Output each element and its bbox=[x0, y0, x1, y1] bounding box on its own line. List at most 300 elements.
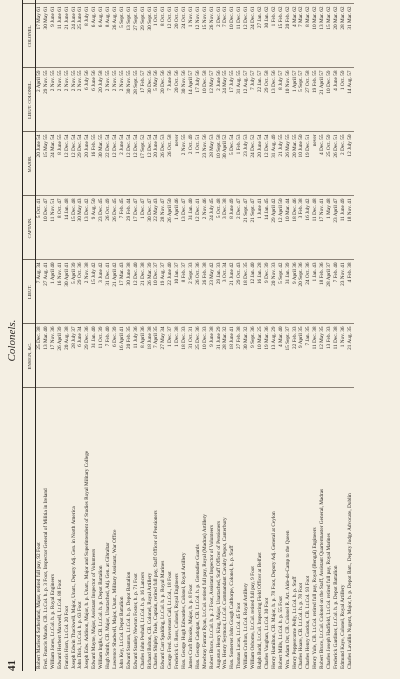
colonel-date: 10 Dec. 61 bbox=[229, 4, 236, 68]
table-row bbox=[77, 0, 84, 671]
officers-table bbox=[22, 0, 354, 671]
half-pay-date bbox=[216, 0, 223, 4]
colonel-date: 11 Dec. 61 bbox=[236, 4, 243, 68]
officer-name: Henry Hamilton, CB. Major, h. p. 78 Foot, Deputy Adj. General at Ceylon bbox=[270, 511, 277, 669]
lieutenant-date: 22 June 40 bbox=[167, 260, 174, 324]
colonel-date: 15 Nov. 61 bbox=[202, 4, 209, 68]
half-pay-date bbox=[174, 0, 181, 4]
ensign-date: 17 Nov. 36 bbox=[50, 324, 57, 388]
captain-date: 14 Jan. 48 bbox=[64, 196, 71, 260]
ensign-date: 11 Dec. 38 bbox=[312, 324, 319, 388]
table-row bbox=[278, 0, 285, 671]
major-date: 2 June 54 bbox=[119, 132, 126, 196]
captain-date: 17 Dec. 47 bbox=[133, 196, 140, 260]
colonel-date: 8 Mar. 62 bbox=[305, 4, 312, 68]
colonel-date: 12 Nov. 61 bbox=[195, 4, 202, 68]
officer-name: William Crofton, Lt.Col. Royal Artillery bbox=[243, 583, 250, 669]
major-date: 12 Dec. 54 bbox=[147, 132, 154, 196]
colonel-date: 26 Nov. 61 bbox=[209, 4, 216, 68]
lieutenant-date: 21 June 42 bbox=[229, 260, 236, 324]
table-row bbox=[216, 0, 223, 671]
colonel-date: 8 July 61 bbox=[84, 4, 91, 68]
half-pay-date bbox=[326, 0, 333, 4]
colonel-date: 5 Sept. 61 bbox=[119, 4, 126, 68]
colonel-date: 31 Mar. 62 bbox=[347, 4, 354, 68]
major-date: 22 Dec. 54 bbox=[105, 132, 112, 196]
table-row bbox=[347, 0, 354, 671]
ensign-date: 11 Oct. 39 bbox=[98, 324, 105, 388]
table-row bbox=[147, 0, 154, 671]
table-row bbox=[57, 0, 64, 671]
officer-name: Henry Yule, CB. Lt.Col. retired full pay, Royal (Bengal) Engineers bbox=[312, 527, 319, 669]
ensign-date: 21 Aug. 35 bbox=[347, 324, 354, 388]
colonel-date: 30 Sept. 61 bbox=[147, 4, 154, 68]
half-pay-date bbox=[77, 0, 84, 4]
captain-date: 26 Oct. 49 bbox=[105, 196, 112, 260]
ensign-date: 9 June 38 bbox=[209, 324, 216, 388]
officer-name: Henry Peppercorne Pelly, Lt.Col. h. p. Staff bbox=[291, 576, 298, 669]
column-header-captain: CAPTAIN. bbox=[23, 196, 36, 260]
lieutenant-date: 10 Jan. 37 bbox=[174, 260, 181, 324]
lieut-colonel-date: 4 June 58 bbox=[333, 68, 340, 132]
major-date: 26 Dec. 53 bbox=[160, 132, 167, 196]
lieut-colonel-date: 14 April 57 bbox=[188, 68, 195, 132]
officer-name: Charles Lavallin Nugent, Major, h. p. Depot Batt., Deputy Judge Advocate, Dublin bbox=[346, 493, 353, 669]
lieutenant-date: 16 Jan. 28 bbox=[257, 260, 264, 324]
officer-name: Edward Carr Spalding, Lt.Col. h. p. Royal Marines bbox=[160, 560, 167, 669]
lieut-colonel-date: 2 Nov. 55 bbox=[64, 68, 71, 132]
major-date: 12 Dec. 54 bbox=[71, 132, 78, 196]
lieut-colonel-date: 2 Nov. 55 bbox=[77, 68, 84, 132]
lieutenant-date: 3 June 42 bbox=[98, 260, 105, 324]
lieutenant-date: 23 May 42 bbox=[209, 260, 216, 324]
ensign-date: 15 Sept. 37 bbox=[285, 324, 292, 388]
half-pay-date bbox=[195, 0, 202, 4]
major-date: 20 June 54 bbox=[84, 132, 91, 196]
lieut-colonel-date: 8 July 57 bbox=[278, 68, 285, 132]
major-date: 15 May 55 bbox=[43, 132, 50, 196]
lieutenant-date: 2 Sept. 33 bbox=[188, 260, 195, 324]
lieut-colonel-date: 5 Sept. 57 bbox=[298, 68, 305, 132]
lieutenant-date: 23 Nov. 41 bbox=[340, 260, 347, 324]
officer-name: Wm. Henry Seymour, Lt.Col. Commandant Cavalry Depot, Canterbury bbox=[222, 517, 229, 669]
lieut-colonel-date: 27 Oct. 58 bbox=[305, 68, 312, 132]
ensign-date: 8 April 36 bbox=[140, 324, 147, 388]
half-pay-date bbox=[84, 0, 91, 4]
ensign-date: 27 Feb. 38 bbox=[236, 324, 243, 388]
officer-name: Hon. George Hugh Edwardes, Colonel, Royal Artillery bbox=[181, 552, 188, 669]
lieutenant-date: 10 Dec. 37 bbox=[153, 260, 160, 324]
lieut-colonel-date: 13 Dec. 56 bbox=[271, 68, 278, 132]
ensign-date: 13 Feb. 33 bbox=[326, 324, 333, 388]
captain-date: 21 Sept. 47 bbox=[250, 196, 257, 260]
major-date: 28 May 53 bbox=[209, 132, 216, 196]
half-pay-date bbox=[271, 0, 278, 4]
captain-date: 8 June 49 bbox=[229, 196, 236, 260]
ensign-date: 1 Dec. 38 bbox=[174, 324, 181, 388]
colonel-date: 11 June 61 bbox=[57, 4, 64, 68]
lieutenant-date: 21 Dec. 38 bbox=[140, 260, 147, 324]
captain-date: 30 Dec. 47 bbox=[147, 196, 154, 260]
officer-name: Lawrence Shadwell, Major, Unatt., Military Assistant, War Office bbox=[111, 529, 118, 669]
officer-name: William Inglis, CB. Lt.Col. h. p. Depot Battalion bbox=[98, 565, 105, 669]
colonel-date: 8 Oct. 61 bbox=[160, 4, 167, 68]
captain-date: 29 April 42 bbox=[271, 196, 278, 260]
officer-name: Francis Horn, Lt.Col. 20 Foot bbox=[63, 605, 70, 669]
lieutenant-date: 26 Oct. 36 bbox=[195, 260, 202, 324]
colonel-date: 24 Dec. 61 bbox=[250, 4, 257, 68]
half-pay-date bbox=[153, 0, 160, 4]
colonel-date: 21 June 61 bbox=[64, 4, 71, 68]
officer-name: Joseph Edwin Thackwell, Major, Unatt., Deputy Adj. Gen. in North America bbox=[70, 506, 77, 669]
captain-date: 10 Dec. 47 bbox=[43, 196, 50, 260]
half-pay-date bbox=[264, 0, 271, 4]
ensign-date: 20 Feb. 35 bbox=[126, 324, 133, 388]
officer-name: James Croft Brooke, Major, h. p. 8 Foot bbox=[187, 584, 194, 669]
table-body bbox=[36, 0, 354, 671]
officer-name: Frederick G. Ross, Colonel, Royal Engineers bbox=[174, 573, 181, 669]
ensign-date: 6 June 34 bbox=[77, 324, 84, 388]
lieut-colonel-date: 7 June 56 bbox=[167, 68, 174, 132]
captain-date: 1 May 48 bbox=[326, 196, 333, 260]
colonel-date: 27 Sept. 61 bbox=[133, 4, 140, 68]
table-row bbox=[229, 0, 236, 671]
major-date: 12 Dec. 54 bbox=[133, 132, 140, 196]
colonel-date: 12 Oct. 61 bbox=[167, 4, 174, 68]
lieut-colonel-date: 7 July 57 bbox=[250, 68, 257, 132]
lieut-colonel-date: 1 April 57 bbox=[292, 68, 299, 132]
captain-date: 3 Dec. 38 bbox=[222, 196, 229, 260]
captain-date: 1 Dec. 47 bbox=[140, 196, 147, 260]
major-date: 12 Dec. 54 bbox=[112, 132, 119, 196]
lieut-colonel-date: 31 Aug. 55 bbox=[236, 68, 243, 132]
colonel-date: 25 June 61 bbox=[77, 4, 84, 68]
captain-date: 22 May 43 bbox=[153, 196, 160, 260]
major-date: 20 June 54 bbox=[36, 132, 43, 196]
lieutenant-date: 19 Aug. 37 bbox=[160, 260, 167, 324]
table-row bbox=[119, 0, 126, 671]
lieutenant-date: 8 Feb. 37 bbox=[181, 260, 188, 324]
table-row bbox=[50, 0, 57, 671]
half-pay-date bbox=[333, 0, 340, 4]
lieut-colonel-date: 20 Dec. 56 bbox=[160, 68, 167, 132]
table-row bbox=[181, 0, 188, 671]
lieutenant-date: 15 July 42 bbox=[91, 260, 98, 324]
half-pay-date bbox=[209, 0, 216, 4]
officer-name: Mowbray Farrant Ryan, Lt.Col. retired full pay, Royal (Madras) Artillery bbox=[201, 514, 208, 669]
lieut-colonel-date: 22 Jan. 57 bbox=[257, 68, 264, 132]
half-pay-date bbox=[43, 0, 50, 4]
ensign-date: 7 Jan. 35 bbox=[305, 324, 312, 388]
ensign-date: 1 Dec. 37 bbox=[167, 324, 174, 388]
lieutenant-date: 24 Oct. 36 bbox=[305, 260, 312, 324]
lieut-colonel-date: 10 Dec. 58 bbox=[202, 68, 209, 132]
ensign-date: 9 Sept. 36 bbox=[250, 324, 257, 388]
captain-date: 5 Oct. 48 bbox=[216, 196, 223, 260]
ensign-date: 10 Dec. 33 bbox=[202, 324, 209, 388]
half-pay-date bbox=[229, 0, 236, 4]
table-row bbox=[305, 0, 312, 671]
table-row bbox=[298, 0, 305, 671]
ensign-date: 4 Mar. 40 bbox=[278, 324, 285, 388]
table-row bbox=[36, 0, 43, 671]
major-date: 26 May 55 bbox=[285, 132, 292, 196]
half-pay-date bbox=[305, 0, 312, 4]
major-date: 12 Dec. 54 bbox=[264, 132, 271, 196]
lieut-colonel-date: 2 Nov. 55 bbox=[71, 68, 78, 132]
lieut-colonel-date: 2 Nov. 55 bbox=[119, 68, 126, 132]
major-date: 1 Oct. 51 bbox=[195, 132, 202, 196]
colonel-date: 9 June 61 bbox=[50, 4, 57, 68]
major-date: 21 July 55 bbox=[278, 132, 285, 196]
major-date: 19 Dec. 51 bbox=[305, 132, 312, 196]
lieut-colonel-date: 6 July 56 bbox=[84, 68, 91, 132]
major-date: 30 Mar. 55 bbox=[98, 132, 105, 196]
table-row bbox=[126, 0, 133, 671]
half-pay-date bbox=[243, 0, 250, 4]
half-pay-date bbox=[257, 0, 264, 4]
captain-date: 13 Dec. 47 bbox=[181, 196, 188, 260]
lieutenant-date: 9 April 36 bbox=[292, 260, 299, 324]
captain-date: 24 July 45 bbox=[209, 196, 216, 260]
column-header-colonel: COLONEL. bbox=[23, 4, 36, 68]
ensign-date: 1 Nov. 36 bbox=[340, 324, 347, 388]
half-pay-date bbox=[147, 0, 154, 4]
lieut-colonel-date: 10 Dec. 59 bbox=[326, 68, 333, 132]
officer-name: Hon. George Cadogan, CB. Lt.Col. h. p. Grenadier Guards bbox=[194, 544, 201, 669]
half-pay-date bbox=[347, 0, 354, 4]
ensign-date: 26 April 39 bbox=[57, 324, 64, 388]
lieut-colonel-date: 21 April 57 bbox=[319, 68, 326, 132]
officer-name: Charles Hoare, CB. Lt.Col. h. p. 78 Foot bbox=[298, 582, 305, 669]
captain-date: 18 Dec. 46 bbox=[292, 196, 299, 260]
captain-date: 13 Dec. 42 bbox=[84, 196, 91, 260]
lieut-colonel-date: 28 Sept. 55 bbox=[133, 68, 140, 132]
table-row bbox=[312, 0, 319, 671]
table-row bbox=[319, 0, 326, 671]
officer-name: William Osborne, Lt.Col. retired full pay, 9 Foot bbox=[250, 566, 257, 669]
table-row bbox=[236, 0, 243, 671]
major-date: 2 Oct. 49 bbox=[188, 132, 195, 196]
officer-name: Hon. Somerset John Gough Calthorpe, Colonel, h. p. Staff bbox=[229, 545, 236, 669]
page-number: 41 bbox=[6, 660, 18, 671]
lieut-colonel-date: 29 Nov. 55 bbox=[43, 68, 50, 132]
table-row bbox=[257, 0, 264, 671]
half-pay-date bbox=[98, 0, 105, 4]
lieut-colonel-date: 2 Nov. 55 bbox=[57, 68, 64, 132]
ensign-date: 12 May 35 bbox=[319, 324, 326, 388]
officer-name: Fred. Francis Maude, CB. Lt.Col. h. p. 3 Foot, Inspector General of Militia in Ireland bbox=[42, 488, 49, 669]
running-head bbox=[6, 10, 22, 671]
captain-date: 30 May 43 bbox=[77, 196, 84, 260]
lieutenant-date: 1 April 40 bbox=[50, 260, 57, 324]
ensign-date: 31 June 29 bbox=[216, 324, 223, 388]
lieut-colonel-date: 20 July 58 bbox=[98, 68, 105, 132]
half-pay-date bbox=[222, 0, 229, 4]
colonel-date: 1 Oct. 61 bbox=[153, 4, 160, 68]
major-date: 5 Dec. 54 bbox=[229, 132, 236, 196]
table-header-row bbox=[23, 0, 36, 671]
lieutenant-date: 20 Nov. 33 bbox=[271, 260, 278, 324]
major-date: 26 Dec. 51 bbox=[333, 132, 340, 196]
lieutenant-date: 26 Mar. 39 bbox=[147, 260, 154, 324]
captain-date: 12 April 50 bbox=[278, 196, 285, 260]
lieut-colonel-date: 30 Nov. 55 bbox=[126, 68, 133, 132]
table-row bbox=[326, 0, 333, 671]
officer-name: George Fred. Stevenson Call, Lt.Col., 18 Foot bbox=[167, 571, 174, 669]
lieutenant-date: 3 Oct. 34 bbox=[222, 260, 229, 324]
captain-date: 11 Nov. 51 bbox=[50, 196, 57, 260]
officer-name: William Jones, Lt.Col. h. p. Royal Engineers bbox=[49, 574, 56, 669]
table-row bbox=[271, 0, 278, 671]
officer-name: Hugh Smith, CB. Major, Unattached, Adj. Gen. at Gibraltar bbox=[105, 542, 112, 669]
ensign-date: 13 Aug. 29 bbox=[271, 324, 278, 388]
officer-name: Charles Vaughan, Lt.Col. 30 Foot bbox=[263, 597, 270, 669]
lieutenant-date: 29 Jan. 33 bbox=[216, 260, 223, 324]
major-date: 23 Nov. 56 bbox=[202, 132, 209, 196]
lieutenant-date: 1 Jan. 43 bbox=[312, 260, 319, 324]
half-pay-date bbox=[36, 0, 43, 4]
captain-date: 8 Oct. 47 bbox=[57, 196, 64, 260]
lieut-colonel-date: 2 Nov. 55 bbox=[50, 68, 57, 132]
ensign-date: 31 Oct. 31 bbox=[188, 324, 195, 388]
colonel-date: 1 Feb. 62 bbox=[271, 4, 278, 68]
ensign-date: 25 Dec. 38 bbox=[36, 324, 43, 388]
half-pay-date bbox=[167, 0, 174, 4]
lieut-colonel-date: 24 May 55 bbox=[222, 68, 229, 132]
officer-name: Robert Bruce, Lt.Col. Colonel on the Staff, Assistant Quartermaster General, Madras bbox=[319, 488, 326, 669]
half-pay-date bbox=[181, 0, 188, 4]
lieutenant-date: 26 Feb. 38 bbox=[202, 260, 209, 324]
lieutenant-date: 27 Aug. 41 bbox=[43, 260, 50, 324]
major-date: never bbox=[312, 132, 319, 196]
ensign-date: 25 Dec. 36 bbox=[195, 324, 202, 388]
table-row bbox=[43, 0, 50, 671]
major-date: 8 June 55 bbox=[57, 132, 64, 196]
lieutenant-date: 16 Nov. 41 bbox=[57, 260, 64, 324]
officer-name: John Dick, Lt.Col. h. p. 63 Foot bbox=[77, 601, 84, 669]
major-date: 24 Dec. 52 bbox=[250, 132, 257, 196]
officer-name: Charles Henry Gordon, CB. Lt.Col. 93 Foot bbox=[305, 575, 312, 669]
lieut-colonel-date: 5 May 56 bbox=[153, 68, 160, 132]
captain-date: 9 Aug. 50 bbox=[91, 196, 98, 260]
colonel-date: 24 Oct. 61 bbox=[181, 4, 188, 68]
ensign-date: 16 April 41 bbox=[119, 324, 126, 388]
lieutenant-date: 4 Feb. 38 bbox=[347, 260, 354, 324]
colonel-date: 13 Sept. 61 bbox=[126, 4, 133, 68]
lieutenant-date: 2 Nov. 38 bbox=[84, 260, 91, 324]
lieut-colonel-date: 30 Nov. 56 bbox=[181, 68, 188, 132]
major-date: 20 June 54 bbox=[153, 132, 160, 196]
table-row bbox=[202, 0, 209, 671]
colonel-date: 8 Aug. 61 bbox=[105, 4, 112, 68]
ensign-date: 30 Mar. 32 bbox=[243, 324, 250, 388]
lieutenant-date: 31 Dec. 41 bbox=[105, 260, 112, 324]
lieutenant-date: 28 April 37 bbox=[326, 260, 333, 324]
colonel-date: 2 Dec. 61 bbox=[216, 4, 223, 68]
table-row bbox=[140, 0, 147, 671]
officer-name: Joseph Edw. Addison, Major, h. p. Unatt., Major and Superintendent of Studies Royal Military College bbox=[84, 450, 91, 669]
colonel-date: 1 Nov. 61 bbox=[188, 4, 195, 68]
ensign-date: 10 Mar. 25 bbox=[257, 324, 264, 388]
captain-date: 11 Dec. 48 bbox=[312, 196, 319, 260]
officer-name: Edward Stanton, Lt.Col. h. p. Depot Battalion bbox=[125, 571, 132, 669]
ensign-date: 18 June 38 bbox=[147, 324, 154, 388]
colonel-date: 20 Feb. 62 bbox=[285, 4, 292, 68]
colonel-date: 10 Mar. 62 bbox=[312, 4, 319, 68]
major-date: 2 Nov. 55 bbox=[181, 132, 188, 196]
table-row bbox=[250, 0, 257, 671]
colonel-date: 20 Oct. 61 bbox=[174, 4, 181, 68]
lieutenant-date: 12 Jan. 40 bbox=[250, 260, 257, 324]
officer-name: Edward Mayne, Major, Assistant Inspector of Volunteers bbox=[91, 548, 98, 669]
half-pay-date bbox=[285, 0, 292, 4]
half-pay-date bbox=[236, 0, 243, 4]
officer-name: Edward Stanley Newton Foster, h. p. 71 Foot bbox=[132, 573, 139, 669]
lieutenant-date: 17 Mar. 43 bbox=[119, 260, 126, 324]
half-pay-date bbox=[319, 0, 326, 4]
half-pay-date bbox=[160, 0, 167, 4]
table-row bbox=[133, 0, 140, 671]
captain-date: 17 Nov. 41 bbox=[319, 196, 326, 260]
major-date: 20 June 54 bbox=[257, 132, 264, 196]
colonel-date: 28 Mar. 62 bbox=[340, 4, 347, 68]
column-header-ensign: ENSIGN, &C. bbox=[23, 324, 36, 388]
ensign-date: 29 Dec. 36 bbox=[84, 324, 91, 388]
table-row bbox=[188, 0, 195, 671]
ensign-date: 7 Feb. 40 bbox=[105, 324, 112, 388]
half-pay-date bbox=[119, 0, 126, 4]
colonel-date: 29 Sept. 61 bbox=[140, 4, 147, 68]
column-header-half-pay bbox=[23, 0, 36, 4]
colonel-date: 15 Mar. 62 bbox=[326, 4, 333, 68]
lieut-colonel-date: 2 Nov. 55 bbox=[112, 68, 119, 132]
half-pay-date bbox=[140, 0, 147, 4]
lieutenant-date: 31 Jan. 39 bbox=[285, 260, 292, 324]
major-date: 31 Aug. 49 bbox=[271, 132, 278, 196]
half-pay-date bbox=[250, 0, 257, 4]
column-header-major: MAJOR. bbox=[23, 132, 36, 196]
colonel-date: 12 Dec. 61 bbox=[243, 4, 250, 68]
lieut-colonel-date: 12 Aug. 57 bbox=[243, 68, 250, 132]
ensign-date: 28 Mar. 32 bbox=[222, 324, 229, 388]
lieut-colonel-date: 10 Nov. 56 bbox=[285, 68, 292, 132]
table-row bbox=[84, 0, 91, 671]
lieutenant-date: 7 Feb. 40 bbox=[333, 260, 340, 324]
ensign-date: 9 April 35 bbox=[298, 324, 305, 388]
officer-name: Edward Herbert Maxwell, Lt.Col. 88 Foot bbox=[56, 579, 63, 669]
half-pay-date bbox=[278, 0, 285, 4]
captain-date: 12 Dec. 41 bbox=[195, 196, 202, 260]
captain-date: 21 Sept. 47 bbox=[243, 196, 250, 260]
captain-date: 28 Nov. 47 bbox=[160, 196, 167, 260]
table-row bbox=[71, 0, 78, 671]
colonel-date: 15 Feb. 62 bbox=[278, 4, 285, 68]
column-header-name bbox=[23, 388, 36, 671]
table-row bbox=[264, 0, 271, 671]
major-date: 26 Oct. 58 bbox=[167, 132, 174, 196]
major-date: 30 April 52 bbox=[222, 132, 229, 196]
major-date: 17 Sept. 52 bbox=[140, 132, 147, 196]
colonel-date: 7 Dec. 61 bbox=[222, 4, 229, 68]
major-date: 23 July 53 bbox=[243, 132, 250, 196]
ensign-date: 7 April 35 bbox=[153, 324, 160, 388]
captain-date: 18 Nov. 41 bbox=[347, 196, 354, 260]
officer-name: Charles Shipley Teale, Captain, retired full pay, Staff Officer of Pensioners bbox=[153, 510, 160, 669]
lieutenant-date: 18 Dec. 35 bbox=[243, 260, 250, 324]
ensign-date: 11 July 36 bbox=[133, 324, 140, 388]
ensign-date: 27 May 34 bbox=[160, 324, 167, 388]
